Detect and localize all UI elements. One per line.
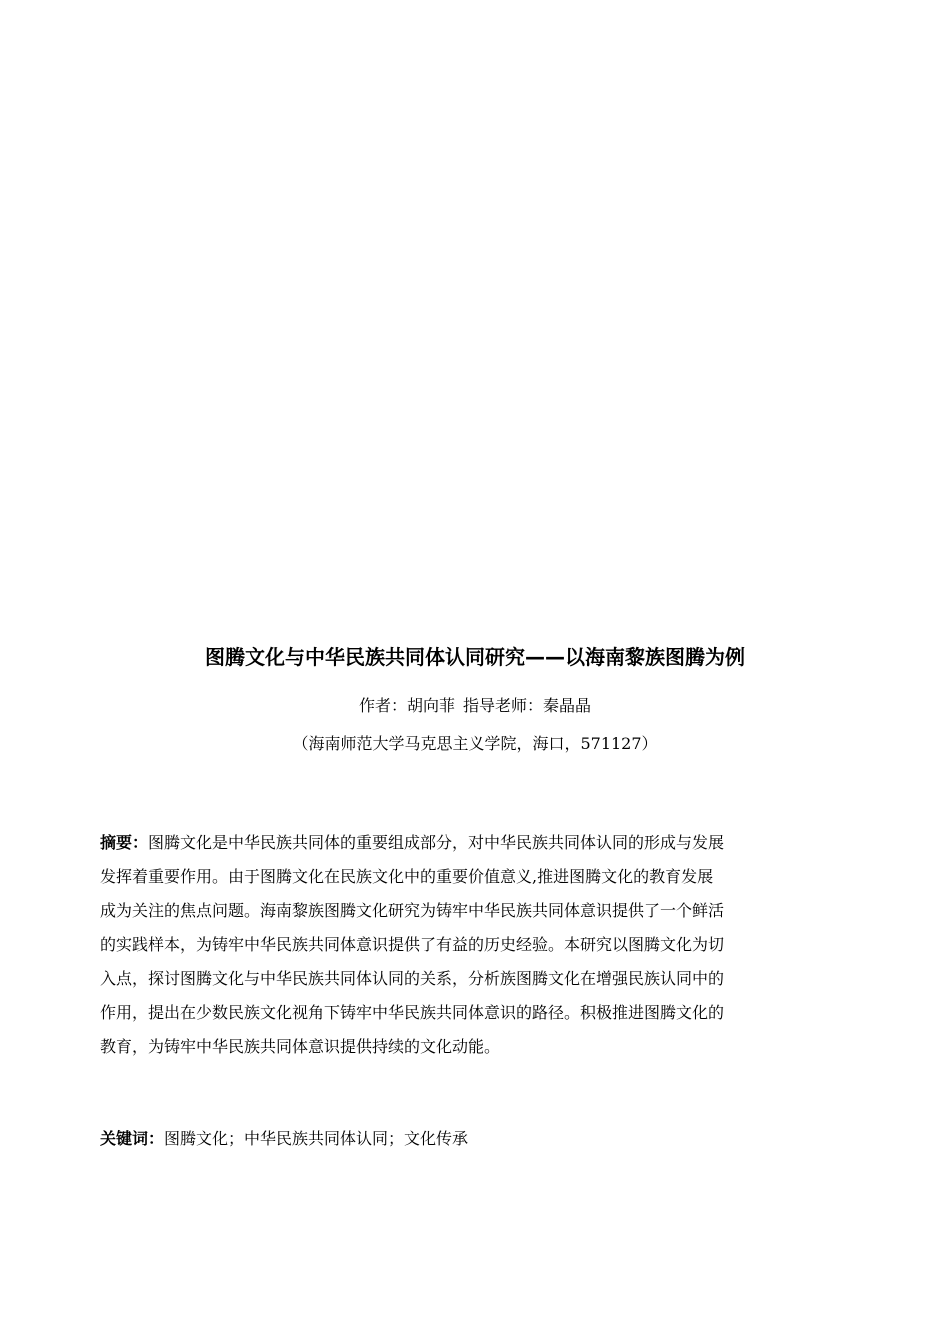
abstract-line: 发挥着重要作用。由于图腾文化在民族文化中的重要价值意义,推进图腾文化的教育发展 (100, 867, 714, 886)
abstract-line: 作用，提出在少数民族文化视角下铸牢中华民族共同体意识的路径。积极推进图腾文化的 (100, 1003, 725, 1022)
author-name: 胡向菲 (406, 696, 455, 715)
abstract-line: 成为关注的焦点问题。海南黎族图腾文化研究为铸牢中华民族共同体意识提供了一个鲜活 (100, 901, 725, 920)
keywords-label: 关键词： (100, 1129, 165, 1148)
affiliation: （海南师范大学马克思主义学院，海口，571127） (292, 734, 658, 753)
author-line (0, 694, 950, 718)
advisor-label: 指导老师： (463, 696, 544, 715)
abstract-line: 入点，探讨图腾文化与中华民族共同体认同的关系，分析族图腾文化在增强民族认同中的 (100, 969, 725, 988)
keywords-text: 图腾文化；中华民族共同体认同；文化传承 (164, 1129, 469, 1148)
abstract-line (100, 826, 850, 860)
abstract-label: 摘要： (100, 833, 149, 852)
keywords (100, 1122, 850, 1156)
author-label: 作者： (358, 696, 407, 715)
abstract-line: 教育，为铸牢中华民族共同体意识提供持续的文化动能。 (100, 1037, 501, 1056)
advisor-name: 秦晶晶 (543, 696, 592, 715)
abstract (100, 826, 850, 1064)
paper-title: 图腾文化与中华民族共同体认同研究——以海南黎族图腾为例 (205, 645, 745, 669)
abstract-line: 的实践样本，为铸牢中华民族共同体意识提供了有益的历史经验。本研究以图腾文化为切 (100, 935, 725, 954)
abstract-text: 图腾文化是中华民族共同体的重要组成部分，对中华民族共同体认同的形成与发展 (148, 833, 725, 852)
